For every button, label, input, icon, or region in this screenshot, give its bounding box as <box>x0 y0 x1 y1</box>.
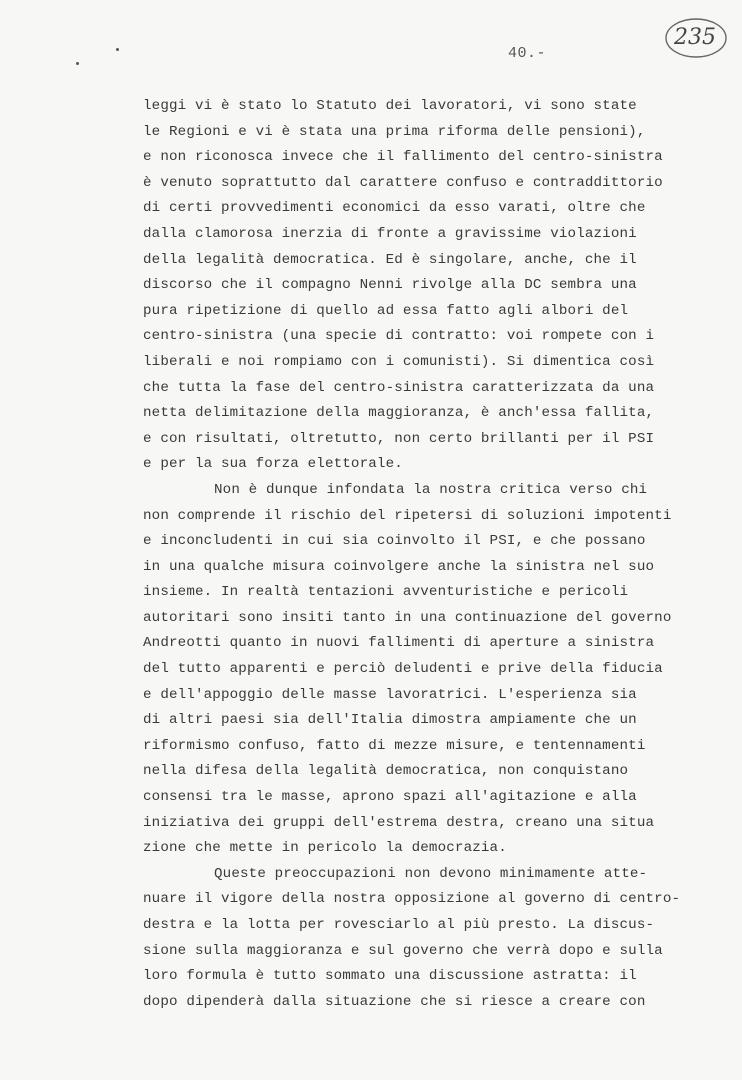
text-line: iniziativa dei gruppi dell'estrema destra, creano una situa <box>143 814 655 831</box>
text-line: pura ripetizione di quello ad essa fatto agli albori del <box>143 302 629 319</box>
margin-mark <box>116 48 119 51</box>
text-line: zione che mette in pericolo la democrazia. <box>143 840 507 857</box>
text-line: centro-sinistra (una specie di contratto: voi rompete con i <box>143 328 655 345</box>
text-line: loro formula è tutto sommato una discussione astratta: il <box>143 968 637 985</box>
text-line: sione sulla maggioranza e sul governo che verrà dopo e sulla <box>143 942 663 959</box>
text-line: autoritari sono insiti tanto in una continuazione del governo <box>143 609 672 626</box>
text-line: che tutta la fase del centro-sinistra caratterizzata da una <box>143 379 655 396</box>
text-line: di certi provvedimenti economici da esso varati, oltre che <box>143 200 646 217</box>
text-line: nuare il vigore della nostra opposizione al governo di centro- <box>143 891 681 908</box>
stamp-number: 235 <box>674 25 716 50</box>
text-line: del tutto apparenti e perciò deludenti e prive della fiducia <box>143 661 663 678</box>
margin-mark <box>76 62 79 65</box>
text-line: e con risultati, oltretutto, non certo brillanti per il PSI <box>143 430 655 447</box>
text-line: netta delimitazione della maggioranza, è anch'essa fallita, <box>143 405 655 422</box>
text-line: Non è dunque infondata la nostra critica verso chi <box>214 481 648 498</box>
text-line: e non riconosca invece che il fallimento del centro-sinistra <box>143 149 663 166</box>
text-line: riformismo confuso, fatto di mezze misure, e tentennamenti <box>143 737 646 754</box>
text-line: leggi vi è stato lo Statuto dei lavoratori, vi sono state <box>143 98 637 114</box>
text-line: Andreotti quanto in nuovi fallimenti di aperture a sinistra <box>143 635 655 652</box>
text-line: insieme. In realtà tentazioni avventuristiche e pericoli <box>143 584 629 601</box>
text-line: dopo dipenderà dalla situazione che si riesce a creare con <box>143 993 646 1010</box>
text-line: consensi tra le masse, aprono spazi all'agitazione e alla <box>143 789 637 806</box>
text-line: in una qualche misura coinvolgere anche la sinistra nel suo <box>143 558 655 575</box>
text-line: è venuto soprattutto dal carattere confuso e contraddittorio <box>143 174 663 191</box>
typed-body-text <box>143 94 703 1015</box>
text-line: dalla clamorosa inerzia di fronte a gravissime violazioni <box>143 225 637 242</box>
archive-stamp <box>660 14 730 62</box>
text-line: liberali e noi rompiamo con i comunisti). Si dimentica così <box>143 353 655 370</box>
text-line: di altri paesi sia dell'Italia dimostra ampiamente che un <box>143 712 637 729</box>
text-line: nella difesa della legalità democratica, non conquistano <box>143 763 629 780</box>
text-line: della legalità democratica. Ed è singolare, anche, che il <box>143 251 637 268</box>
text-line: discorso che il compagno Nenni rivolge alla DC sembra una <box>143 277 637 294</box>
text-line: e inconcludenti in cui sia coinvolto il PSI, e che possano <box>143 533 646 550</box>
text-line: Queste preoccupazioni non devono minimamente atte- <box>214 865 648 882</box>
text-line: le Regioni e vi è stata una prima riforma delle pensioni), <box>143 123 646 140</box>
text-line: e dell'appoggio delle masse lavoratrici. L'esperienza sia <box>143 686 637 703</box>
page-number: 40.- <box>508 45 547 62</box>
text-line: destra e la lotta per rovesciarlo al più presto. La discus- <box>143 917 655 933</box>
text-line: e per la sua forza elettorale. <box>143 456 403 473</box>
text-line: non comprende il rischio del ripetersi di soluzioni impotenti <box>143 507 672 524</box>
